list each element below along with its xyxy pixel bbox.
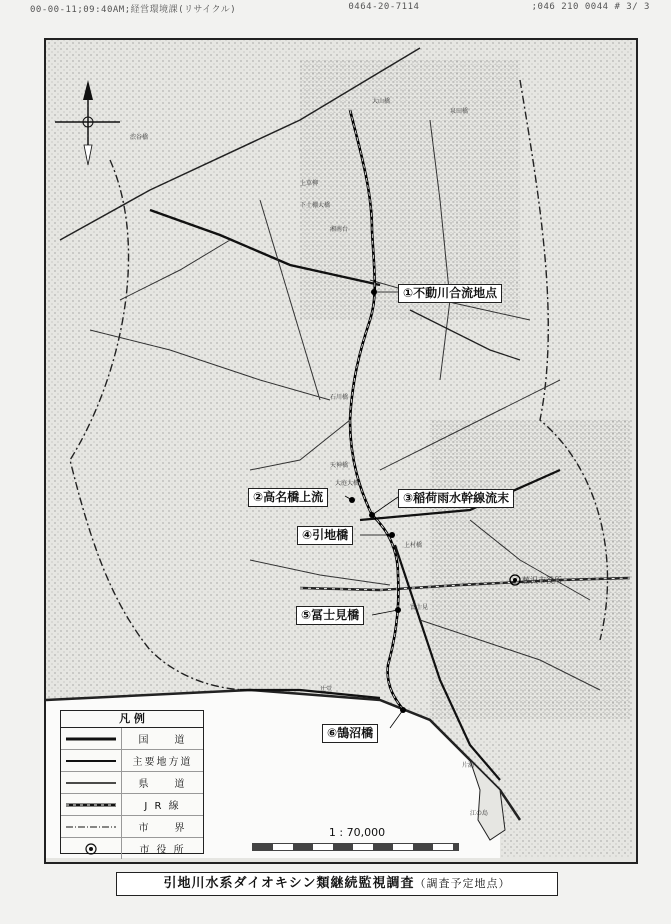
urban-area-north <box>300 60 520 320</box>
legend-row <box>61 728 203 750</box>
place-label: 上草柳 <box>300 180 319 187</box>
callout-point-2: ②高名橋上流 <box>248 488 328 507</box>
city-hall-symbol-icon <box>61 838 122 859</box>
legend-label: 国 道 <box>138 735 187 746</box>
legend-label: J R 線 <box>144 801 181 812</box>
urban-area-east <box>430 420 630 720</box>
place-label: 下土棚大橋 <box>300 202 331 209</box>
legend-row <box>61 838 203 859</box>
legend-label: 県 道 <box>138 779 187 790</box>
legend-label: 市 役 所 <box>139 845 186 856</box>
map-title-main: 引地川水系ダイオキシン類継続監視調査 <box>163 876 415 891</box>
city-boundary-symbol-icon <box>61 816 122 837</box>
callout-point-1: ①不動川合流地点 <box>398 284 502 303</box>
national-road-symbol-icon <box>61 728 122 749</box>
legend-row <box>61 750 203 772</box>
legend-row <box>61 772 203 794</box>
place-label: 富士見 <box>410 604 429 611</box>
place-label: 大庭大橋 <box>335 480 360 487</box>
legend-label: 主要地方道 <box>132 757 193 768</box>
callout-point-4: ④引地橋 <box>297 526 353 545</box>
legend-title: 凡 例 <box>61 711 203 728</box>
legend-row <box>61 816 203 838</box>
map-title <box>116 872 558 896</box>
scale-bar <box>252 843 459 851</box>
fax-header-right: ;046 210 0044 # 3/ 3 <box>531 2 650 12</box>
place-label: 江の島 <box>470 810 489 817</box>
legend <box>60 710 204 854</box>
fax-header-middle: 0464-20-7114 <box>348 2 420 12</box>
legend-row <box>61 794 203 816</box>
city-hall-label: 藤沢市役所 <box>522 576 562 585</box>
pref-road-symbol-icon <box>61 772 122 793</box>
legend-label: 市 界 <box>138 823 187 834</box>
place-label: 石川橋 <box>330 394 349 401</box>
place-label: 渋谷橋 <box>130 134 149 141</box>
callout-point-6: ⑥鵠沼橋 <box>322 724 378 743</box>
scale-label: 1 : 70,000 <box>328 826 386 839</box>
place-label: 辻堂 <box>320 686 333 693</box>
place-label: 湘南台 <box>330 226 349 233</box>
callout-point-3: ③稲荷雨水幹線流末 <box>398 489 514 508</box>
place-label: 上村橋 <box>404 542 423 549</box>
fax-header-left: 00-00-11;09:40AM;経営環境課(リサイクル) <box>30 5 237 15</box>
place-label: 片瀬 <box>462 762 475 769</box>
place-label: 天神橋 <box>330 462 349 469</box>
jr-line-symbol-icon <box>61 794 122 815</box>
place-label: 泉田橋 <box>450 108 469 115</box>
place-label: 大山橋 <box>372 98 391 105</box>
main-road-symbol-icon <box>61 750 122 771</box>
callout-point-5: ⑤冨士見橋 <box>296 606 364 625</box>
map-title-sub: （調査予定地点） <box>414 877 511 890</box>
